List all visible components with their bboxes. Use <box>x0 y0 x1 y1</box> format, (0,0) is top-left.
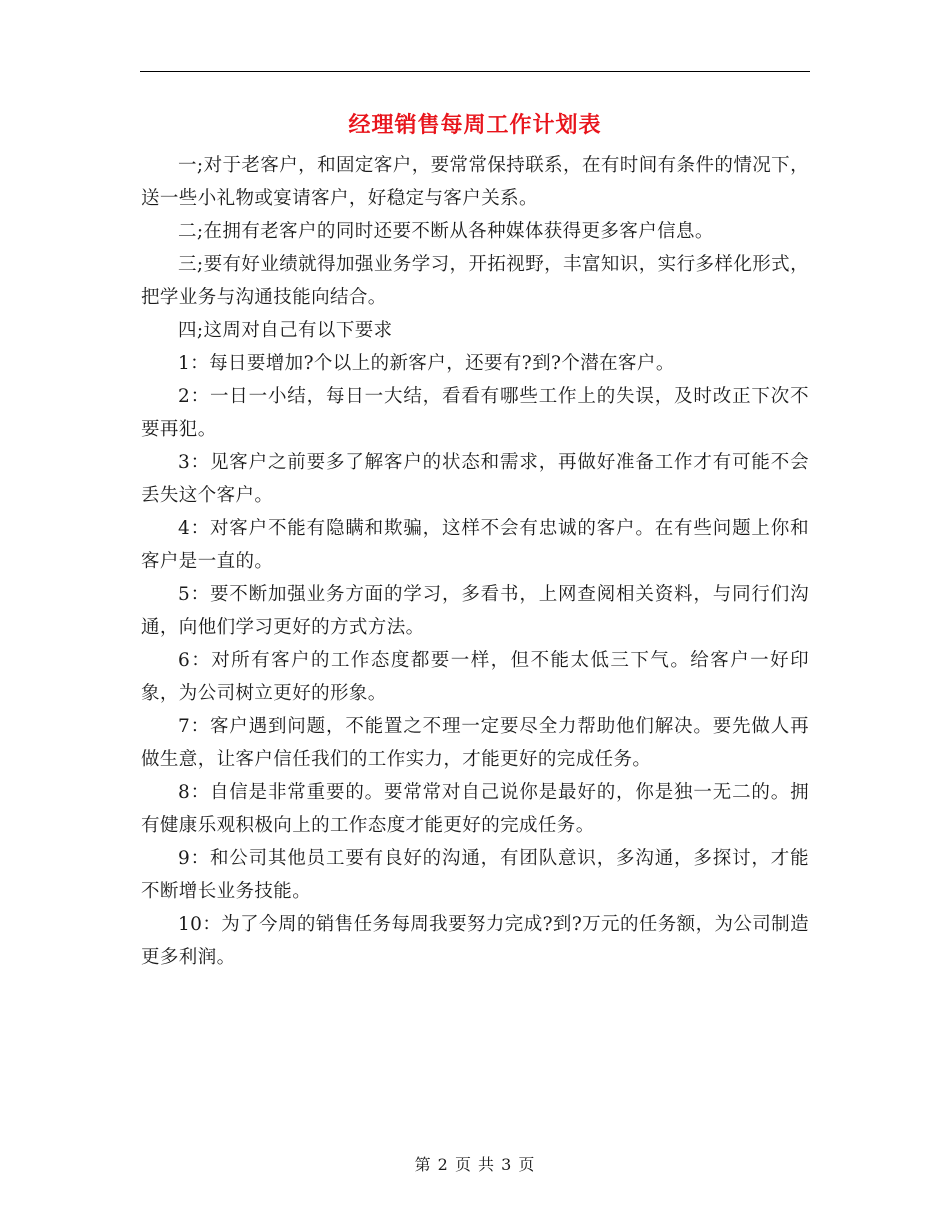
requirement-item-7: 7：客户遇到问题，不能置之不理一定要尽全力帮助他们解决。要先做人再做生意，让客户信任我们的工作实力，才能更好的完成任务。 <box>141 716 809 770</box>
header-rule <box>140 71 810 72</box>
page-number-footer: 第 2 页 共 3 页 <box>414 1155 536 1174</box>
paragraph-1: 一;对于老客户，和固定客户，要常常保持联系，在有时间有条件的情况下，送一些小礼物或宴请客户，好稳定与客户关系。 <box>141 155 809 209</box>
paragraph-3: 三;要有好业绩就得加强业务学习，开拓视野，丰富知识，实行多样化形式，把学业务与沟通技能向结合。 <box>141 254 809 308</box>
requirement-item-1: 1：每日要增加?个以上的新客户，还要有?到?个潜在客户。 <box>178 353 675 374</box>
requirement-item-10: 10：为了今周的销售任务每周我要努力完成?到?万元的任务额，为公司制造更多利润。 <box>141 914 809 968</box>
requirement-item-5: 5：要不断加强业务方面的学习，多看书，上网查阅相关资料，与同行们沟通，向他们学习更好的方式方法。 <box>141 584 809 638</box>
requirement-item-9: 9：和公司其他员工要有良好的沟通，有团队意识，多沟通，多探讨，才能不断增长业务技能。 <box>141 848 809 902</box>
document-title: 经理销售每周工作计划表 <box>348 112 602 138</box>
document-body <box>141 149 809 974</box>
paragraph-2: 二;在拥有老客户的同时还要不断从各种媒体获得更多客户信息。 <box>178 221 714 242</box>
requirement-item-8: 8：自信是非常重要的。要常常对自己说你是最好的，你是独一无二的。拥有健康乐观积极向上的工作态度才能更好的完成任务。 <box>141 782 809 836</box>
requirement-item-4: 4：对客户不能有隐瞒和欺骗，这样不会有忠诚的客户。在有些问题上你和客户是一直的。 <box>141 518 809 572</box>
paragraph-4: 四;这周对自己有以下要求 <box>178 320 393 341</box>
requirement-item-3: 3：见客户之前要多了解客户的状态和需求，再做好准备工作才有可能不会丢失这个客户。 <box>141 452 809 506</box>
requirement-item-6: 6：对所有客户的工作态度都要一样，但不能太低三下气。给客户一好印象，为公司树立更好的形象。 <box>141 650 809 704</box>
requirement-item-2: 2：一日一小结，每日一大结，看看有哪些工作上的失误，及时改正下次不要再犯。 <box>141 386 809 440</box>
